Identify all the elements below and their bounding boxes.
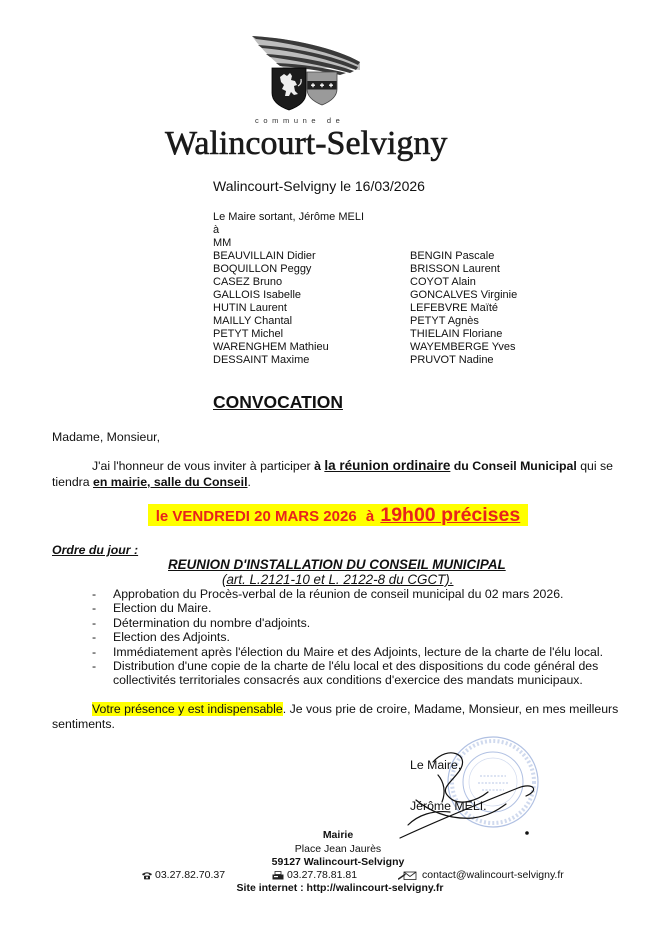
phone-icon xyxy=(141,871,153,880)
fax-icon xyxy=(272,871,284,880)
invitation-line-1 xyxy=(92,458,613,474)
closing-line-2: sentiments. xyxy=(52,717,115,731)
recipient-name: WAYEMBERGE Yves xyxy=(410,341,516,353)
recipient-name: BOQUILLON Peggy xyxy=(213,263,312,275)
email-icon xyxy=(398,871,418,880)
bullet: - xyxy=(92,601,97,616)
recipients-left-column xyxy=(213,250,329,367)
list-item-continuation xyxy=(92,673,603,687)
footer-city: 59127 Walincourt-Selvigny xyxy=(271,856,405,868)
agenda-heading: Ordre du jour : xyxy=(52,543,139,557)
recipient-name: PETYT Michel xyxy=(213,328,284,340)
addressing-block xyxy=(213,211,364,250)
invitation-to: à xyxy=(314,459,321,473)
recipient-name: WARENGHEM Mathieu xyxy=(213,341,329,353)
meeting-time: 19h00 xyxy=(380,504,436,526)
to-line: à xyxy=(213,224,220,236)
bullet: - xyxy=(92,630,97,645)
recipient-name: BEAUVILLAIN Didier xyxy=(213,250,316,262)
recipient-name: THIELAIN Floriane xyxy=(410,328,503,340)
recipient-name: GONCALVES Virginie xyxy=(410,289,518,301)
invitation-line2-end: . xyxy=(247,475,251,489)
town-name-heading: Walincourt-Selvigny xyxy=(165,125,448,162)
list-item-text: Immédiatement après l'élection du Maire et des Adjoints, lecture de la charte de l'élu local. xyxy=(113,644,604,659)
list-item-text: Distribution d'une copie de la charte de l'élu local et des dispositions du code général des xyxy=(113,658,599,673)
commune-label: commune de xyxy=(255,116,345,125)
meeting-date: le VENDREDI 20 MARS 2026 xyxy=(155,508,357,525)
mayor-stamp-icon xyxy=(448,737,538,827)
bullet: - xyxy=(92,587,97,601)
presence-highlight: Votre présence y est indispensable xyxy=(92,702,283,716)
official-stamp-and-signature xyxy=(388,730,563,845)
lion-shield-icon xyxy=(272,68,306,110)
bullet: - xyxy=(92,658,97,673)
meeting-type: la réunion ordinaire xyxy=(324,458,451,473)
list-item-text: Approbation du Procès-verbal de la réunion de conseil municipal du 02 mars 2026. xyxy=(113,587,564,601)
meeting-datetime-highlight xyxy=(148,504,528,526)
date-line: Walincourt-Selvigny le 16/03/2026 xyxy=(213,178,425,194)
invitation-line2-start: tiendra xyxy=(52,475,90,489)
footer-phone: 03.27.82.70.37 xyxy=(155,869,226,881)
signature-role: Le Maire, xyxy=(410,758,462,772)
recipient-name: DESSAINT Maxime xyxy=(213,354,310,366)
invitation-intro: J'ai l'honneur de vous inviter à participer xyxy=(92,459,311,473)
list-item-text: collectivités territoriales consacrés aux conditions d'exercice des mandats municipaux. xyxy=(113,673,583,688)
list-item xyxy=(92,659,603,673)
meeting-time-group xyxy=(380,504,520,526)
footer-street: Place Jean Jaurès xyxy=(294,843,382,855)
recipients-right-column xyxy=(410,250,517,367)
document-title: CONVOCATION xyxy=(213,392,343,412)
signature-name: Jérôme MELI. xyxy=(410,799,487,813)
recipient-name: COYOT Alain xyxy=(410,276,476,288)
list-item-text: Détermination du nombre d'adjoints. xyxy=(113,615,311,630)
crosses-shield-icon xyxy=(307,72,337,105)
recipient-name: PRUVOT Nadine xyxy=(410,354,494,366)
agenda-legal-reference: (art. L.2121-10 et L. 2122-8 du CGCT). xyxy=(222,572,454,587)
meeting-at: à xyxy=(365,508,375,525)
recipient-name: BRISSON Laurent xyxy=(410,263,500,275)
agenda-title: REUNION D'INSTALLATION DU CONSEIL MUNICIPAL xyxy=(168,557,506,572)
bullet: - xyxy=(92,615,97,630)
recipient-name: BENGIN Pascale xyxy=(410,250,495,262)
sender-line: Le Maire sortant, Jérôme MELI xyxy=(213,211,365,223)
council-name: du Conseil Municipal xyxy=(453,459,577,473)
list-item xyxy=(92,630,603,644)
closing-line-1 xyxy=(92,702,618,717)
list-item xyxy=(92,645,603,659)
list-item-text: Election du Maire. xyxy=(113,601,212,616)
list-item xyxy=(92,587,603,601)
footer-office: Mairie xyxy=(322,829,354,841)
recipient-name: CASEZ Bruno xyxy=(213,276,283,288)
list-item-text: Election des Adjoints. xyxy=(113,630,230,645)
recipient-name: MAILLY Chantal xyxy=(213,315,293,327)
coat-of-arms-logo xyxy=(250,36,362,114)
bullet: - xyxy=(92,644,97,659)
list-item xyxy=(92,601,603,615)
salutation-line: MM xyxy=(213,237,232,249)
meeting-location: en mairie, salle du Conseil xyxy=(93,475,248,489)
footer-website: Site internet : http://walincourt-selvigny.fr xyxy=(236,882,444,894)
closing-text: . Je vous prie de croire, Madame, Monsieur, en mes meilleurs xyxy=(282,702,619,716)
meeting-precise: précises xyxy=(441,504,521,526)
invitation-line-2 xyxy=(52,474,251,490)
recipient-name: GALLOIS Isabelle xyxy=(213,289,302,301)
footer-email: contact@walincourt-selvigny.fr xyxy=(422,869,564,881)
recipient-name: LEFEBVRE Maïté xyxy=(410,302,499,314)
invitation-line1-end: qui se xyxy=(580,459,614,473)
recipient-name: PETYT Agnès xyxy=(410,315,479,327)
agenda-list xyxy=(92,587,603,688)
recipient-name: HUTIN Laurent xyxy=(213,302,287,314)
greeting: Madame, Monsieur, xyxy=(52,430,160,444)
list-item xyxy=(92,616,603,630)
footer-fax: 03.27.78.81.81 xyxy=(287,869,358,881)
